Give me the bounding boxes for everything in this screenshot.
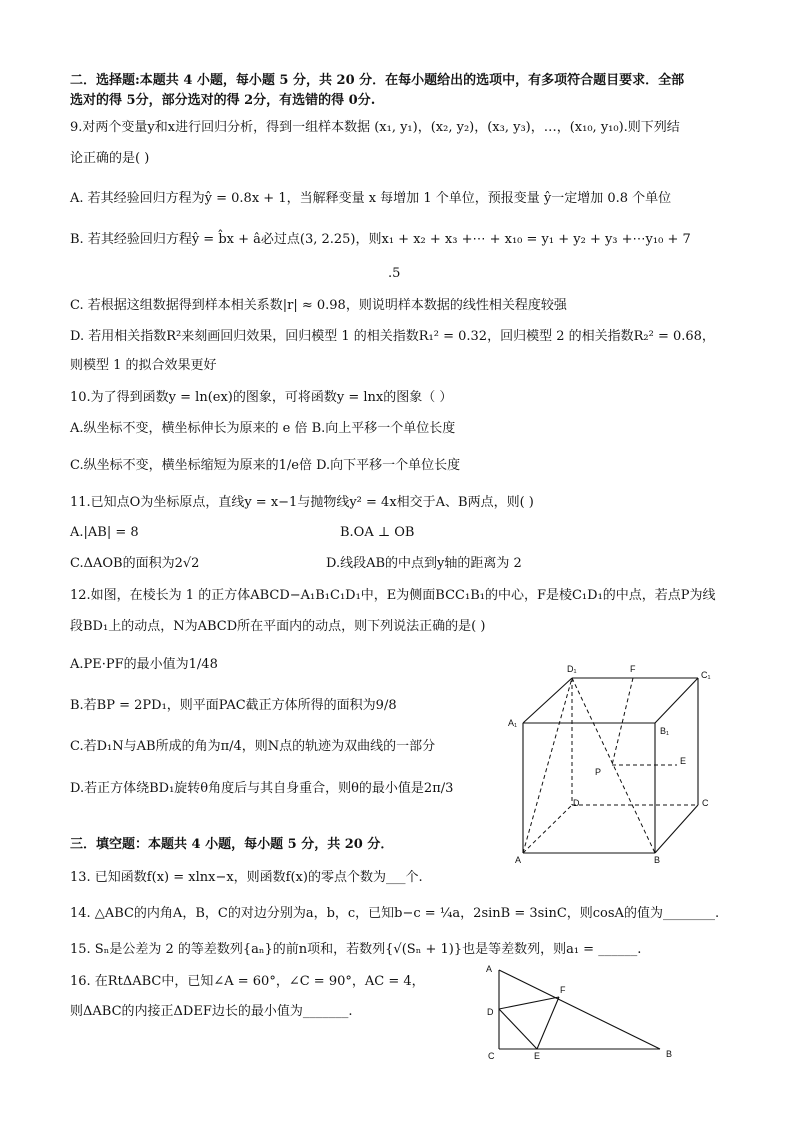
q11-stem: 11.已知点O为坐标原点，直线y = x−1与抛物线y² = 4x相交于A、B两点，则( ) [70, 495, 534, 510]
q11-option-b: B.OA ⊥ OB [340, 525, 415, 540]
tri-label-c: C [488, 1051, 495, 1061]
cube-label-c1: C₁ [701, 670, 711, 680]
triangle-figure [480, 960, 685, 1066]
tri-label-b: B [666, 1049, 673, 1059]
q14-text: 14. △ABC的内角A，B，C的对边分别为a，b，c，已知b−c = ¼a，2sinB = 3sinC，则cosA的值为________. [70, 906, 720, 921]
q12-option-b: B.若BP = 2PD₁，则平面PAC截正方体所得的面积为9/8 [70, 698, 397, 713]
section3-title: 三．填空题：本题共 4 小题，每小题 5 分，共 20 分． [70, 837, 394, 852]
cube-label-p: P [595, 767, 602, 777]
q12-option-d: D.若正方体绕BD₁旋转θ角度后与其自身重合，则θ的最小值是2π/3 [70, 781, 454, 796]
q10-options-cd: C.纵坐标不变，横坐标缩短为原来的1/e倍 D.向下平移一个单位长度 [70, 458, 461, 473]
q12-option-c: C.若D₁N与AB所成的角为π/4，则N点的轨迹为双曲线的一部分 [70, 739, 436, 754]
q9-option-b-line1: B. 若其经验回归方程ŷ = b̂x + â必过点(3, 2.25)，则x₁ + x₂ + x₃ +⋯ + x₁₀ = y₁ + y₂ + y₃ +⋯y₁₀ + 7 [70, 232, 691, 247]
q16-text-line2: 则ΔABC的内接正ΔDEF边长的最小值为_______. [70, 1004, 353, 1019]
section2-title-line2: 选对的得 5分，部分选对的得 2分，有选错的得 0分. [70, 93, 376, 108]
q11-option-d: D.线段AB的中点到y轴的距离为 2 [326, 556, 522, 571]
q10-options-ab: A.纵坐标不变，横坐标伸长为原来的 e 倍 B.向上平移一个单位长度 [70, 421, 456, 436]
cube-label-c: C [702, 798, 709, 808]
q16-text-line1: 16. 在RtΔABC中，已知∠A = 60°，∠C = 90°，AC = 4， [70, 974, 425, 989]
tri-label-d: D [487, 1007, 494, 1017]
cube-label-a: A [515, 855, 522, 865]
tri-label-e: E [534, 1051, 541, 1061]
q12-stem-line2: 段BD₁上的动点，N为ABCD所在平面内的动点，则下列说法正确的是( ) [70, 619, 486, 634]
q9-stem-line1: 9.对两个变量y和x进行回归分析，得到一组样本数据 (x₁, y₁)，(x₂, y₂)，(x₃, y₃)，…，(x₁₀, y₁₀).则下列结 [70, 120, 680, 135]
cube-figure [505, 660, 720, 866]
q10-stem: 10.为了得到函数y = ln(ex)的图象，可将函数y = lnx的图象（ ） [70, 390, 453, 405]
cube-label-b1: B₁ [660, 726, 670, 736]
q15-text: 15. Sₙ是公差为 2 的等差数列{aₙ}的前n项和，若数列{√(Sₙ + 1)}也是等差数列，则a₁ = ______. [70, 942, 642, 957]
q12-option-a: A.PE·PF的最小值为1/48 [70, 657, 218, 672]
q12-stem-line1: 12.如图，在棱长为 1 的正方体ABCD−A₁B₁C₁D₁中，E为侧面BCC₁B₁的中心，F是棱C₁D₁的中点，若点P为线 [70, 588, 716, 603]
tri-label-f: F [560, 985, 566, 995]
cube-label-a1: A₁ [508, 718, 518, 728]
cube-label-f: F [630, 664, 636, 674]
q9-option-a: A. 若其经验回归方程为ŷ = 0.8x + 1，当解释变量 x 每增加 1 个单位，预报变量 ŷ一定增加 0.8 个单位 [70, 191, 672, 206]
q9-stem-line2: 论正确的是( ) [70, 151, 150, 166]
cube-label-d: D [573, 798, 580, 808]
section2-title-line1: 二．选择题:本题共 4 小题，每小题 5 分，共 20 分．在每小题给出的选项中，有多项符合题目要求．全部 [70, 73, 685, 88]
q11-option-c: C.ΔAOB的面积为2√2 [70, 556, 200, 571]
cube-label-b: B [654, 855, 661, 865]
q11-option-a: A.|AB| = 8 [70, 525, 139, 540]
cube-label-d1: D₁ [567, 664, 577, 674]
tri-label-a: A [486, 964, 493, 974]
q13-text: 13. 已知函数f(x) = xlnx−x，则函数f(x)的零点个数为___个. [70, 870, 423, 885]
q9-option-c: C. 若根据这组数据得到样本相关系数|r| ≈ 0.98，则说明样本数据的线性相关程度较强 [70, 298, 567, 313]
cube-label-e: E [680, 756, 687, 766]
q9-option-d-line2: 则模型 1 的拟合效果更好 [70, 358, 217, 373]
q9-option-b-line2: .5 [388, 266, 401, 281]
q9-option-d-line1: D. 若用相关指数R²来刻画回归效果，回归模型 1 的相关指数R₁² = 0.32，回归模型 2 的相关指数R₂² = 0.68， [70, 329, 715, 344]
